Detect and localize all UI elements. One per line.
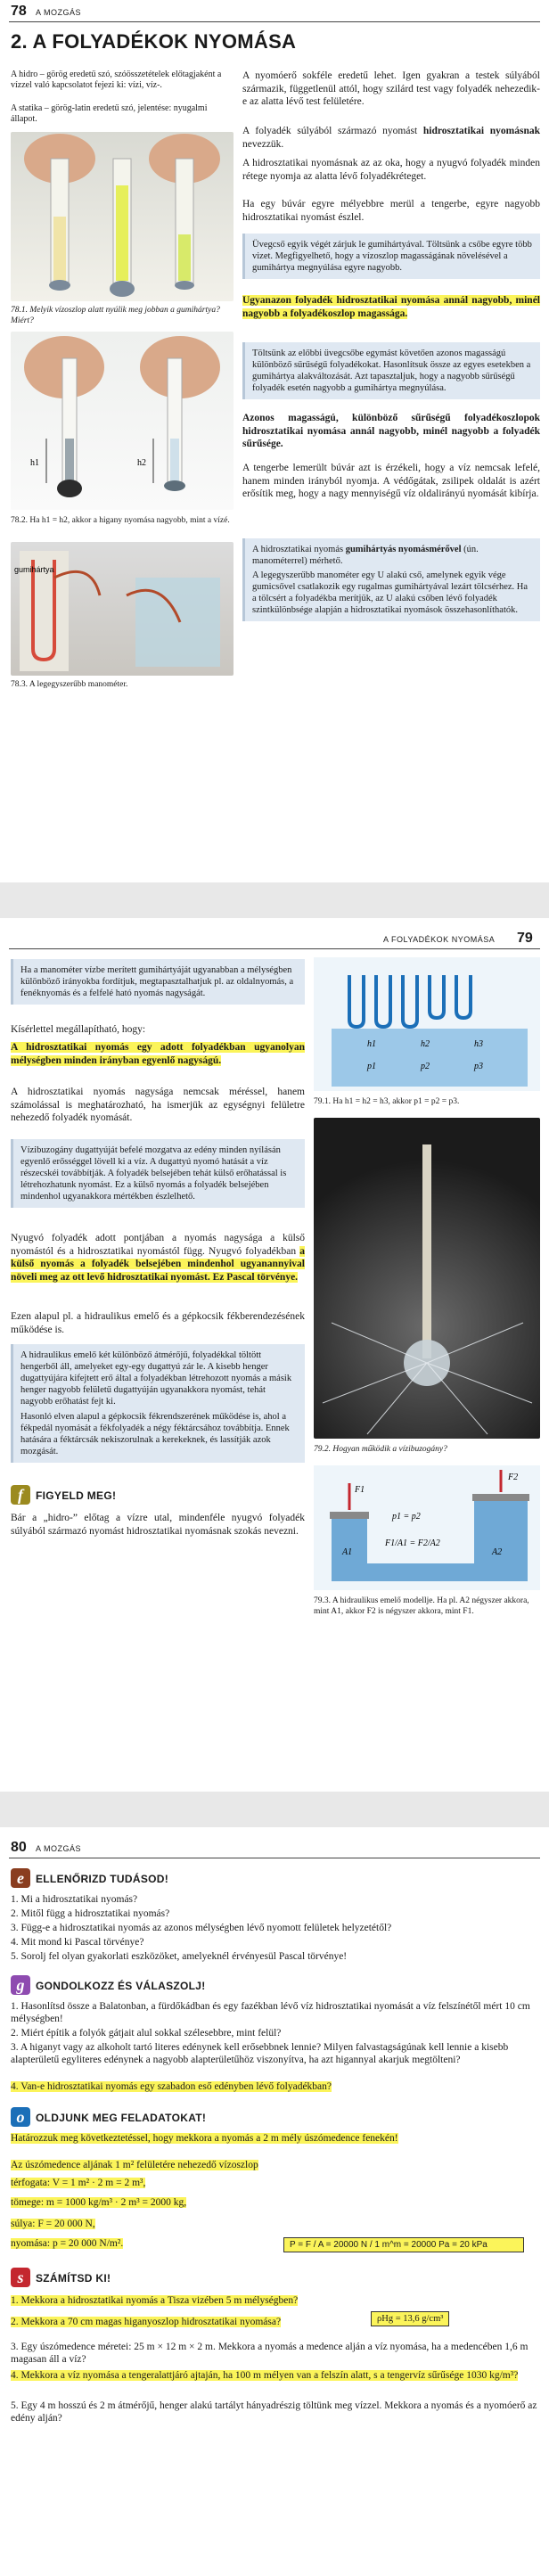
- manometer-direction-box: Ha a manométer vízbe merített gumihártyáját ugyanabban a mélységben különböző irányokba fordítjuk, megtapasztalhatjuk pl. az oldalnyomás, a fenéknyomás és a felfelé ható nyomás nagyságát.: [11, 959, 305, 1005]
- solution-line: nyomása: p = 20 000 N/m².: [11, 2238, 124, 2249]
- running-header: A FOLYADÉKOK NYOMÁSA: [383, 935, 496, 944]
- chapter-title: 2. A FOLYADÉKOK NYOMÁSA: [11, 30, 297, 53]
- hyd-label-a2: A2: [492, 1547, 503, 1557]
- rho-hg-box: ρHg = 13,6 g/cm³: [371, 2311, 449, 2326]
- caption-79-2: 79.2. Hogyan működik a vízibuzogány?: [314, 1445, 447, 1454]
- task-item: 2. Mekkora a 70 cm magas higanyoszlop hidrosztatikai nyomása?: [11, 2317, 282, 2327]
- experiment-box-1: Üvegcső egyik végét zárjuk le gumihártyával. Töltsünk a csőbe egyre több vizet. Megfigyelhető, hogy a vízoszlop magasságának növelésével a gumihártya megnyúlása egyre nagyobb.: [242, 234, 540, 279]
- page-78: [0, 0, 549, 874]
- rule-density: Azonos magasságú, különböző sűrűségű folyadékoszlopok hidrosztatikai nyomása annál nagyobb, minél nagyobb a folyadék sűrűsége.: [242, 413, 540, 449]
- figyeld-title: FIGYELD MEG!: [36, 1489, 117, 1502]
- photo-manometer: [11, 542, 234, 676]
- paragraph-hydrostatic-def: A folyadék súlyából származó nyomást hidrosztatikai nyomásnak nevezzük.: [242, 126, 540, 150]
- photo-tubes-membrane: [11, 132, 234, 301]
- figyeld-text: Bár a „hidro-” előtag a vízre utal, mindenféle nyugvó folyadék súlyából származó nyomást hidrosztatikai nyomásnak szokás nevezni.: [11, 1513, 305, 1537]
- manometer-intro: A hidrosztatikai nyomás gumihártyás nyomásmérővel (ún. manométerrel) mérhető.: [252, 545, 479, 566]
- question-item: 2. Miért építik a folyók gátjait alul sokkal szélesebbre, mint felül?: [11, 2028, 282, 2039]
- question-item: 5. Sorolj fel olyan gyakorlati eszközöket, amelyeknél érvényesül Pascal törvénye!: [11, 1951, 348, 1962]
- gloss-statika: A statika – görög-latin eredetű szó, jelentése: nyugalmi állapot.: [11, 103, 208, 124]
- oldjunk-icon: o: [11, 2107, 30, 2127]
- solution-line: tömege: m = 1000 kg/m³ · 2 m³ = 2000 kg,: [11, 2197, 187, 2208]
- photo-mercury-vs-water: [11, 332, 234, 510]
- caption-78-2: 78.2. Ha h1 = h2, akkor a higany nyomása nagyobb, mint a vízé.: [11, 516, 230, 525]
- page-number: 79: [517, 931, 533, 946]
- task-item: 1. Mekkora a hidrosztatikai nyomás a Tisza vizében 5 m mélységben?: [11, 2295, 299, 2306]
- diagram-label-p1: p1: [367, 1062, 376, 1071]
- caption-79-1: 79.1. Ha h1 = h2 = h3, akkor p1 = p2 = p3.: [314, 1097, 460, 1106]
- question-item: 3. Függ-e a hidrosztatikai nyomás az azonos mélységben lévő nyomott felületek helyzetétől?: [11, 1923, 392, 1933]
- label-h2: h2: [137, 458, 146, 468]
- page-number: 80: [11, 1840, 27, 1855]
- caption-79-3: 79.3. A hidraulikus emelő modellje. Ha pl. A2 négyszer akkora, mint A1, akkor F2 is négyszer akkora, mint F1.: [314, 1596, 529, 1616]
- gloss-hidro: A hidro – görög eredetű szó, szóösszetételek előtagjaként a vízzel való kapcsolatot fejezi ki: vízi, víz-.: [11, 70, 222, 90]
- figyeld-icon: f: [11, 1485, 30, 1505]
- hyd-label-frac: F1/A1 = F2/A2: [385, 1538, 440, 1548]
- diagram-label-h2: h2: [421, 1039, 430, 1049]
- label-gumihartya: gumihártya: [14, 565, 54, 574]
- solution-line: térfogata: V = 1 m² · 2 m = 2 m³,: [11, 2178, 146, 2188]
- manometer-box: [242, 538, 540, 621]
- experiment-lead: Kísérlettel megállapítható, hogy:: [11, 1024, 146, 1035]
- question-item: 2. Mitől függ a hidrosztatikai nyomás?: [11, 1908, 170, 1919]
- running-header: A MOZGÁS: [36, 1844, 82, 1853]
- caption-78-1: 78.1. Melyik vízoszlop alatt nyúlik meg jobban a gumihártya? Miért?: [11, 306, 220, 325]
- hydraulic-text-1: A hidraulikus emelő két különböző átmérőjű, folyadékkal töltött hengerből áll, amelyeket egy-egy dugattyú zár le. A kisebb henger dugattyújára kifejtett erő által a folyadékban létrehozott nyomás a másik henger nagyobb felületű dugattyúján ugyanakkora nyomást, tehát nagyobb erőhatást fejt ki.: [20, 1350, 292, 1407]
- question-item: 3. A higanyt vagy az alkoholt tartó literes edénynek kell erősebbnek lennie? Milyen falvastagságúnak kell lennie a kisebb alapterületű egyliteres edénynek a nagyobb alapterületűhöz viszonyítva, ha azt higannyal akarjuk megtölteni?: [11, 2042, 509, 2065]
- solution-line: Az úszómedence aljának 1 m² felületére nehezedő vízoszlop: [11, 2160, 258, 2170]
- paragraph-all-directions: A tengerbe lemerült búvár azt is érzékeli, hogy a víz nemcsak lefelé, hanem minden irányból nyomja. A védőgátak, zsilipek oldalát is azért erősítik meg, hogy a nagy mennyiségű víz oldalirányú nyomását kibírja.: [242, 463, 540, 499]
- ellenorizd-title: ELLENŐRIZD TUDÁSOD!: [36, 1873, 169, 1885]
- page-number: 78: [11, 4, 27, 19]
- caption-78-3: 78.3. A legegyszerűbb manométer.: [11, 680, 128, 689]
- paragraph-cause: A hidrosztatikai nyomásnak az az oka, hogy a nyugvó folyadék minden rétege nyomja az alatta lévő folyadékréteget.: [242, 158, 540, 182]
- formula-box: P = F / A = 20000 N / 1 m^m = 20000 Pa = 20 kPa: [283, 2237, 524, 2252]
- diagram-u-tubes: [314, 957, 540, 1091]
- diagram-label-p2: p2: [421, 1062, 430, 1071]
- paragraph-calculation: A hidrosztatikai nyomás nagysága nemcsak méréssel, hanem számolással is meghatározható, ha ismerjük az egységnyi felületre nehezedő folyadék nyomását.: [11, 1087, 305, 1123]
- gondolkozz-icon: g: [11, 1975, 30, 1995]
- question-item: 1. Mi a hidrosztatikai nyomás?: [11, 1894, 138, 1905]
- question-item: 4. Mit mond ki Pascal törvénye?: [11, 1937, 144, 1948]
- label-h1: h1: [30, 458, 39, 468]
- rule-height: Ugyanazon folyadék hidrosztatikai nyomása annál nagyobb, minél nagyobb a folyadékoszlop magassága.: [242, 295, 540, 319]
- hydraulic-text-2: Hasonló elven alapul a gépkocsik fékrendszerének működése is, ahol a fékpedál nyomását a fékfolyadék a négy féktárcsához továbbítja. Ennek hatására a féktárcsák nekiszorulnak a kerekeknek, és lassítják azok mozgását.: [20, 1412, 290, 1456]
- diagram-label-h1: h1: [367, 1039, 376, 1049]
- oldjunk-task: Határozzuk meg következtetéssel, hogy mekkora a nyomás a 2 m mély úszómedence fenekén!: [11, 2133, 398, 2144]
- hyd-label-peq: p1 = p2: [392, 1512, 421, 1522]
- task-item: 5. Egy 4 m hosszú és 2 m átmérőjű, henger alakú tartályt hányadrészig töltünk meg vízzel. Mekkora a nyomás és a nyomóerő az edény alján?: [11, 2400, 537, 2424]
- diagram-label-h3: h3: [474, 1039, 483, 1049]
- szamitsd-title: SZÁMÍTSD KI!: [36, 2272, 111, 2285]
- hyd-label-a1: A1: [342, 1547, 353, 1557]
- paragraph-applications: Ezen alapul pl. a hidraulikus emelő és a gépkocsik fékberendezésének működése is.: [11, 1311, 305, 1335]
- gondolkozz-title: GONDOLKOZZ ÉS VÁLASZOLJ!: [36, 1980, 206, 1992]
- task-item: 3. Egy úszómedence méretei: 25 m × 12 m × 2 m. Mekkora a nyomás a medence alján a víz nyomása, ha a medencében 1,6 m magasan áll a víz?: [11, 2342, 529, 2365]
- page-gap-1: [0, 882, 549, 918]
- photo-water-syringe: [314, 1118, 540, 1439]
- paragraph-diver: Ha egy búvár egyre mélyebbre merül a tengerbe, egyre nagyobb hidrosztatikai nyomást észlel.: [242, 199, 540, 223]
- hyd-label-f2: F2: [508, 1473, 519, 1482]
- diagram-label-p3: p3: [474, 1062, 483, 1071]
- rule-all-directions: A hidrosztatikai nyomás egy adott folyadékban ugyanolyan mélységben minden irányban egyenlő nagyságú.: [11, 1042, 305, 1066]
- pascal-law: Nyugvó folyadék adott pontjában a nyomás nagysága a külső nyomástól és a hidrosztatikai nyomástól függ. Nyugvó folyadékban a külső nyomás a folyadék belsejében mindenhol ugyanannyival növeli meg az ott levő hidrosztatikai nyomást. Ez Pascal törvénye.: [11, 1233, 305, 1283]
- paragraph-pressure-origin: A nyomóerő sokféle eredetű lehet. Igen gyakran a testek súlyából származik, függetlenül attól, hogy szilárd test vagy folyadék nehezedik-e az alatta lévő test felületére.: [242, 70, 540, 107]
- szamitsd-icon: s: [11, 2268, 30, 2287]
- page-79: [0, 927, 549, 1783]
- question-item: 1. Hasonlítsd össze a Balatonban, a fürdőkádban és egy fazékban lévő víz hidrosztatikai nyomását a víz felszínétől mért 10 cm mélységben!: [11, 2001, 530, 2024]
- running-header: A MOZGÁS: [36, 8, 82, 17]
- header-rule: [9, 948, 540, 949]
- syringe-box: Vízibuzogány dugattyúját befelé mozgatva az edény minden nyílásán egyenlő erősséggel lövell ki a víz. A dugattyú nyomó hatását a víz részecskéi továbbítják. A folyadék belsejében tehát külső erőhatással is létrehozhatunk nyomást. Ez a külső nyomás a folyadék belsejében mindenhol ugyanakkora mértékben észlelhető.: [11, 1139, 305, 1208]
- hyd-label-f1: F1: [355, 1485, 365, 1495]
- manometer-detail: A legegyszerűbb manométer egy U alakú cső, amelynek egyik vége gumicsővel csatlakozik egy rugalmas gumihártyával lezárt tölcsérhez. Ha a tölcsért a folyadékba merítjük, az U alakú csőben lévő folyadék szintkülönbsége alapján a hidrosztatikai nyomások összehasonlíthatók.: [252, 570, 529, 615]
- tubes-illustration: [11, 132, 234, 301]
- header-rule: [9, 21, 540, 22]
- solution-line: súlya: F = 20 000 N,: [11, 2219, 95, 2229]
- question-item: 4. Van-e hidrosztatikai nyomás egy szabadon eső edényben lévő folyadékban?: [11, 2081, 332, 2092]
- ellenorizd-icon: e: [11, 1868, 30, 1888]
- oldjunk-title: OLDJUNK MEG FELADATOKAT!: [36, 2112, 207, 2124]
- page-80: [0, 1836, 549, 2576]
- experiment-box-2: Töltsünk az előbbi üvegcsőbe egymást követően azonos magasságú különböző sűrűségű folyadékokat. Hasonlítsuk össze az egyes esetekben a gumihártya alakváltozását. Azt tapasztaljuk, hogy a nagyobb sűrűségű folyadék esetén nagyobb a gumihártya megnyúlása.: [242, 342, 540, 399]
- page-gap-2: [0, 1792, 549, 1827]
- task-item: 4. Mekkora a víz nyomása a tengeralattjáró ajtaján, ha 100 m mélyen van a felszín alatt, s a tengervíz sűrűsége 1030 kg/m³?: [11, 2370, 519, 2381]
- diagram-hydraulic-lift: [314, 1465, 540, 1590]
- hydraulic-box: [11, 1344, 305, 1463]
